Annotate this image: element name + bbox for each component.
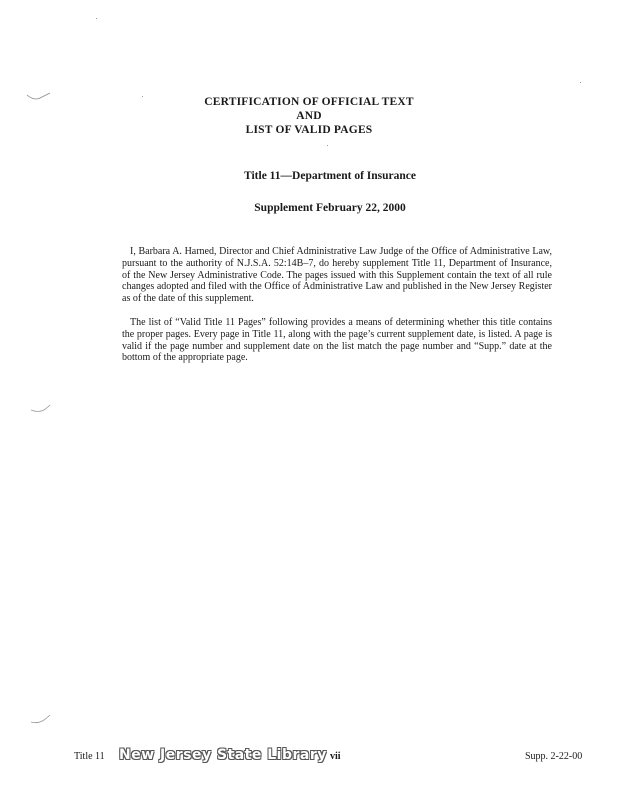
supplement-date-heading: Supplement February 22, 2000 — [254, 202, 406, 214]
scan-speck — [580, 82, 581, 83]
heading-and: AND — [296, 110, 322, 122]
valid-pages-paragraph: The list of “Valid Title 11 Pages” following provides a means of determining whether this title contains the proper pages. Every page in Title 11, along with the page’s current supplement date, is listed. A page is valid if the page number and supplement date on the list match the page number and “Supp.” date at the bottom of the appropriate page. — [122, 317, 552, 364]
valid-pages-heading: LIST OF VALID PAGES — [245, 124, 373, 136]
scan-speck — [96, 18, 97, 19]
footer-title: Title 11 — [74, 751, 105, 762]
punch-hole-mark-bottom — [30, 714, 52, 726]
title-heading: Title 11—Department of Insurance — [244, 170, 416, 182]
scan-speck — [142, 96, 143, 97]
certification-heading: CERTIFICATION OF OFFICIAL TEXT — [204, 96, 414, 108]
footer-supplement-date: Supp. 2-22-00 — [525, 751, 583, 762]
punch-hole-mark-top — [26, 92, 52, 102]
library-watermark: New Jersey State Library — [119, 747, 327, 763]
certification-paragraph: I, Barbara A. Harned, Director and Chief Administrative Law Judge of the Office of Administrative Law, pursuant to the authority of N.J.S.A. 52:14B–7, do hereby supplement Title 11, Department of Insurance, of the New Jersey Administrative Code. The pages issued with this Supplement contain the text of all rule changes adopted and filed with the Office of Administrative Law and published in the New Jersey Register as of the date of this supplement. — [122, 246, 552, 305]
punch-hole-mark-middle — [30, 404, 52, 414]
scan-speck — [327, 145, 328, 146]
footer-page-number: vii — [330, 751, 341, 762]
